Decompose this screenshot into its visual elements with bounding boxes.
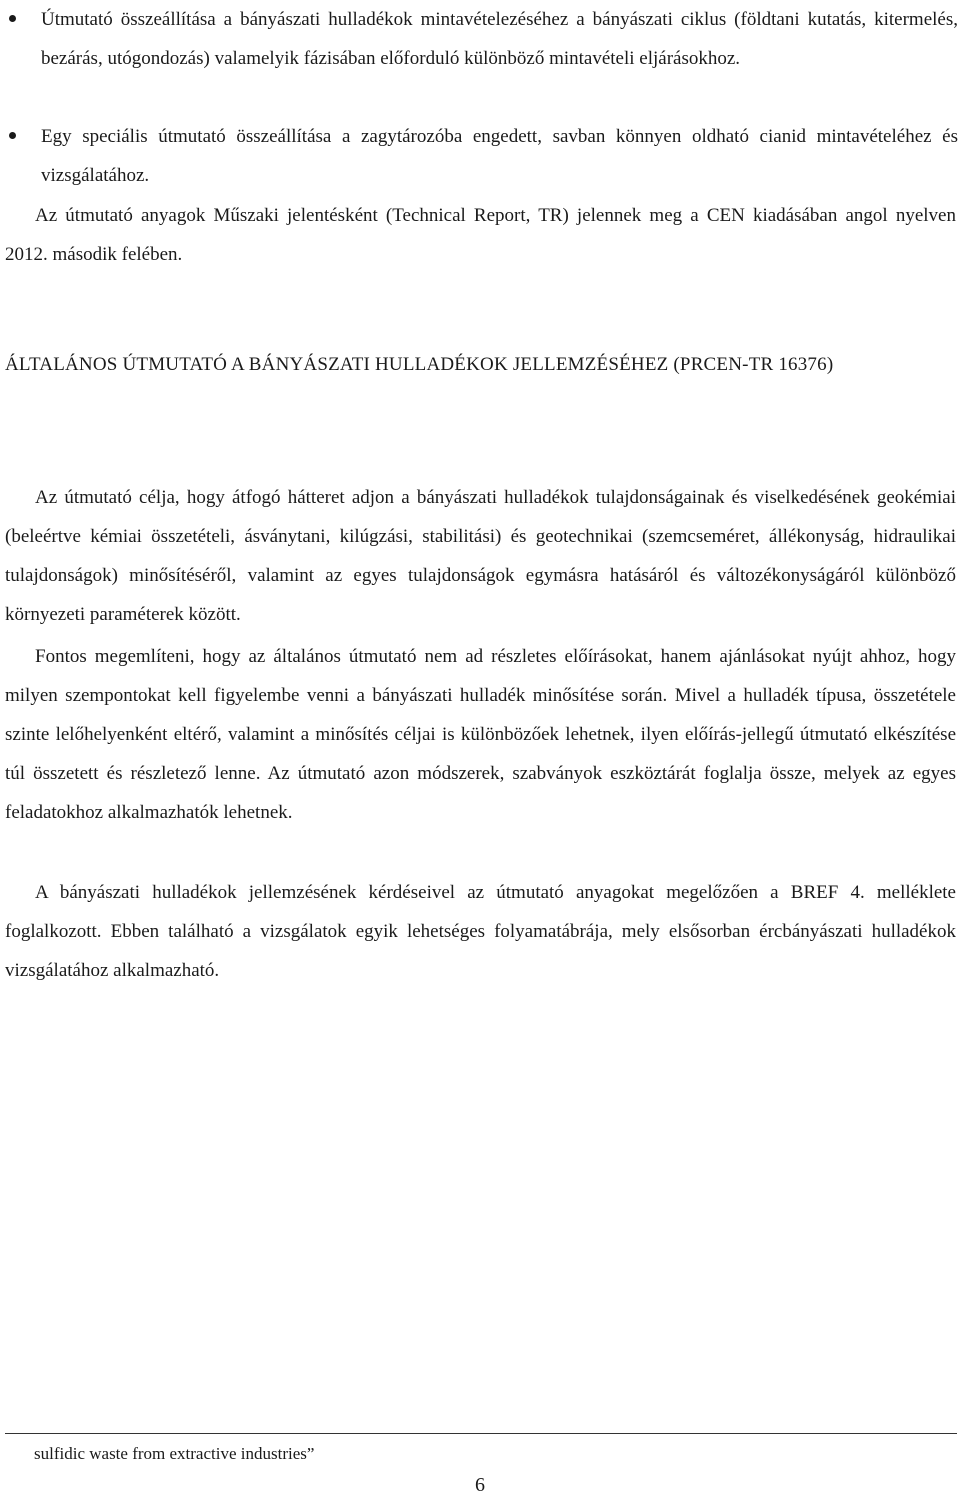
paragraph-purpose: Az útmutató célja, hogy átfogó hátteret adjon a bányászati hulladékok tulajdonságainak és viselkedésének geokémiai (beleértve kémiai összetételi, ásványtani, kilúgzási, stabilitási) és geotechnikai (szemcseméret, állékonyság, hidraulikai tulajdonságok) minősítéséről, valamint az egyes tulajdonságok egymásra hatásáról és változékonyságáról különböző környezeti paraméterek között. <box>5 487 956 625</box>
bullet-marker-icon <box>9 132 16 139</box>
bullet-item-sampling-guide <box>0 0 958 78</box>
bullet-item-cyanide-guide <box>0 117 958 195</box>
bullet-marker-icon <box>9 15 16 22</box>
section-heading: ÁLTALÁNOS ÚTMUTATÓ A BÁNYÁSZATI HULLADÉKOK JELLEMZÉSÉHEZ (PRCEN-TR 16376) <box>5 354 834 375</box>
paragraph-recommendations: Fontos megemlíteni, hogy az általános útmutató nem ad részletes előírásokat, hanem ajánlásokat nyújt ahhoz, hogy milyen szempontokat kell figyelembe venni a bányászati hulladék minősítése során. Mivel a hulladék típusa, összetétele szinte lelőhelyenként eltérő, valamint a minősítés céljai is különbözőek lehetnek, ilyen előírás-jellegű útmutató elkészítése túl összetett és részletező lenne. Az útmutató azon módszerek, szabványok eszköztárát foglalja össze, melyek az egyes feladatokhoz alkalmazhatók lehetnek. <box>5 646 956 823</box>
bullet-item <box>0 0 958 78</box>
page-number: 6 <box>475 1474 485 1496</box>
footnote-divider <box>5 1433 957 1434</box>
bullet-text: Útmutató összeállítása a bányászati hulladékok mintavételezéséhez a bányászati ciklus (földtani kutatás, kitermelés, bezárás, utógondozás) valamelyik fázisában előforduló különböző mintavételi eljárásokhoz. <box>41 9 958 69</box>
footnote-text: sulfidic waste from extractive industries” <box>34 1444 315 1463</box>
bullet-item <box>0 117 958 195</box>
paragraph-cen-publication: Az útmutató anyagok Műszaki jelentésként (Technical Report, TR) jelennek meg a CEN kiadásában angol nyelven 2012. második felében. <box>5 205 956 265</box>
bullet-text: Egy speciális útmutató összeállítása a zagytározóba engedett, savban könnyen oldható cianid mintavételéhez és vizsgálatához. <box>41 126 958 186</box>
paragraph-bref: A bányászati hulladékok jellemzésének kérdéseivel az útmutató anyagokat megelőzően a BREF 4. melléklete foglalkozott. Ebben található a vizsgálatok egyik lehetséges folyamatábrája, mely elsősorban ércbányászati hulladékok vizsgálatához alkalmazható. <box>5 882 956 981</box>
